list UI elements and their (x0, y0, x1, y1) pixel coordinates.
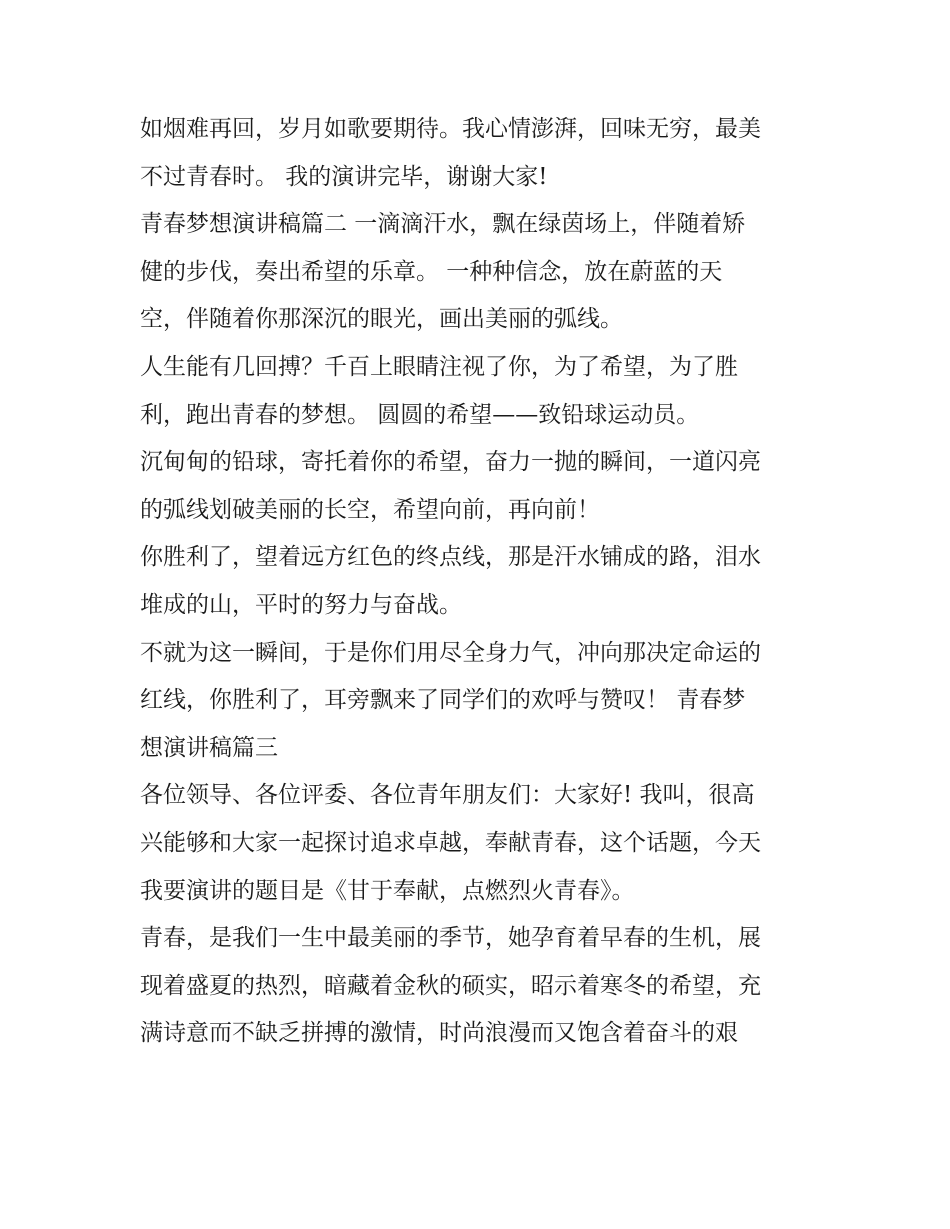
text-line: 的弧线划破美丽的长空，希望向前，再向前！ (140, 496, 600, 523)
text-line: 如烟难再回，岁月如歌要期待。我心情澎湃，回味无穷，最美 (140, 116, 761, 142)
text-line: 我要演讲的题目是《甘于奉献，点燃烈火青春》。 (140, 877, 635, 904)
text-line: 沉甸甸的铅球，寄托着你的希望，奋力一抛的瞬间，一道闪亮 (140, 449, 761, 476)
text-line: 堆成的山，平时的努力与奋战。 (140, 591, 462, 618)
text-line: 你胜利了，望着远方红色的终点线，那是汗水铺成的路，泪水 (140, 544, 761, 571)
text-line: 利，跑出青春的梦想。 圆圆的希望——致铅球运动员。 (140, 401, 700, 428)
text-line: 不过青春时。 我的演讲完毕，谢谢大家! (140, 163, 548, 190)
body-text (140, 106, 820, 1058)
text-line: 不就为这一瞬间，于是你们用尽全身力气，冲向那决定命运的 (140, 639, 761, 666)
text-line: 兴能够和大家一起探讨追求卓越，奉献青春，这个话题，今天 (140, 829, 761, 856)
text-line: 青春梦想演讲稿篇二 一滴滴汗水，飘在绿茵场上，伴随着矫 (140, 211, 746, 238)
text-line: 青春，是我们一生中最美丽的季节，她孕育着早春的生机，展 (140, 925, 761, 952)
text-line: 人生能有几回搏？千百上眼睛注视了你，为了希望，为了胜 (140, 353, 738, 380)
text-line: 现着盛夏的热烈，暗藏着金秋的硕实，昭示着寒冬的希望，充 (140, 972, 761, 999)
text-line: 红线，你胜利了，耳旁飘来了同学们的欢呼与赞叹！ 青春梦 (140, 687, 746, 714)
text-line: 各位领导、各位评委、各位青年朋友们：大家好! 我叫，很高 (140, 782, 755, 809)
text-line: 健的步伐，奏出希望的乐章。 一种种信念，放在蔚蓝的天 (140, 258, 723, 285)
text-line: 想演讲稿篇三 (140, 734, 278, 761)
text-line: 空，伴随着你那深沉的眼光，画出美丽的弧线。 (140, 306, 623, 333)
text-line: 满诗意而不缺乏拼搏的激情，时尚浪漫而又饱含着奋斗的艰 (140, 1020, 738, 1047)
